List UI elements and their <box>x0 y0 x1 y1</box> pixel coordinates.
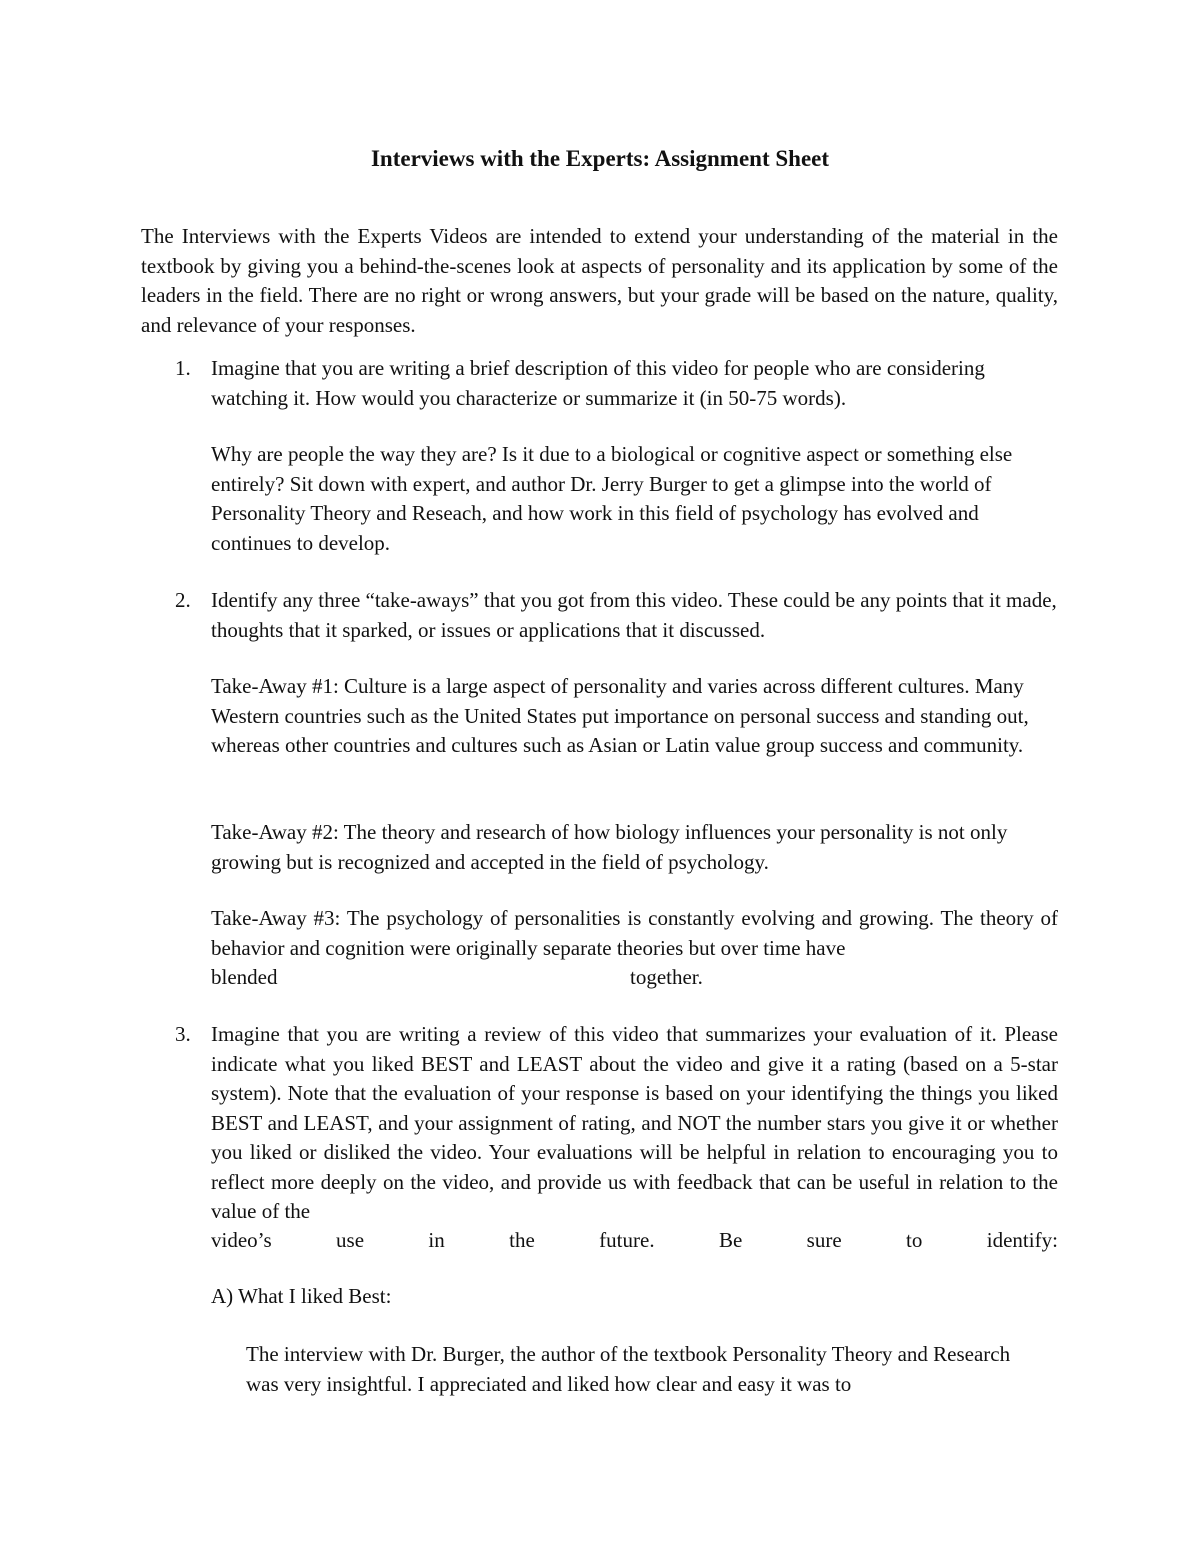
question-2-prompt: Identify any three “take-aways” that you got from this video. These could be any points that it made, thoughts that it sparked, or issues or applications that it discussed. <box>211 588 1057 642</box>
word: sure <box>806 1228 842 1252</box>
question-1-number: 1. <box>175 356 191 380</box>
sub-a-answer: The interview with Dr. Burger, the author of the textbook Personality Theory and Research was very insightful. I appreciated and liked how clear and easy it was to <box>246 1342 1011 1396</box>
word: in <box>428 1228 445 1252</box>
word: Be <box>718 1228 743 1252</box>
word: use <box>336 1228 365 1252</box>
question-3-number: 3. <box>175 1022 191 1046</box>
question-2-number: 2. <box>175 588 191 612</box>
word: future. <box>599 1228 655 1252</box>
question-1-prompt: Imagine that you are writing a brief description of this video for people who are considering watching it. How would you characterize or summarize it (in 50-75 words). <box>211 356 985 410</box>
sub-a-label: A) What I liked Best: <box>211 1284 392 1308</box>
word: the <box>509 1228 535 1252</box>
takeaway-3-end-b: together. <box>630 965 703 989</box>
question-3-last-line <box>211 1226 1058 1256</box>
word: video’s <box>211 1228 272 1252</box>
page-title: Interviews with the Experts: Assignment Sheet <box>370 146 830 171</box>
takeaway-3-end-a: blended <box>211 965 278 989</box>
takeaway-1: Take-Away #1: Culture is a large aspect of personality and varies across different cultures. Many Western countries such as the United States put importance on personal success and standing out, whereas other countries and cultures such as Asian or Latin value group success and community. <box>211 674 1029 757</box>
word: to <box>906 1228 923 1252</box>
question-1-answer: Why are people the way they are? Is it due to a biological or cognitive aspect or something else entirely? Sit down with expert, and author Dr. Jerry Burger to get a glimpse into the world of Personality Theory and Reseach, and how work in this field of psychology has evolved and continues to develop. <box>211 442 1013 555</box>
word: identify: <box>986 1228 1058 1252</box>
question-3-prompt: Imagine that you are writing a review of this video that summarizes your evaluation of it. Please indicate what you liked BEST and LEAST about the video and give it a rating (based on a 5-star system). Note that the evaluation of your response is based on your identifying the things you liked BEST and LEAST, and your assignment of rating, and NOT the number stars you give it or whether you liked or disliked the video. Your evaluations will be helpful in relation to encouraging you to reflect more deeply on the video, and provide us with feedback that can be useful in relation to the value of the <box>211 1022 1058 1223</box>
intro-paragraph: The Interviews with the Experts Videos are intended to extend your understanding of the material in the textbook by giving you a behind-the-scenes look at aspects of personality and its application by some of the leaders in the field. There are no right or wrong answers, but your grade will be based on the nature, quality, and relevance of your responses. <box>141 224 1058 337</box>
takeaway-3: Take-Away #3: The psychology of personalities is constantly evolving and growing. The theory of behavior and cognition were originally separate theories but over time have <box>211 906 1058 960</box>
takeaway-2: Take-Away #2: The theory and research of how biology influences your personality is not only growing but is recognized and accepted in the field of psychology. <box>211 820 1008 874</box>
